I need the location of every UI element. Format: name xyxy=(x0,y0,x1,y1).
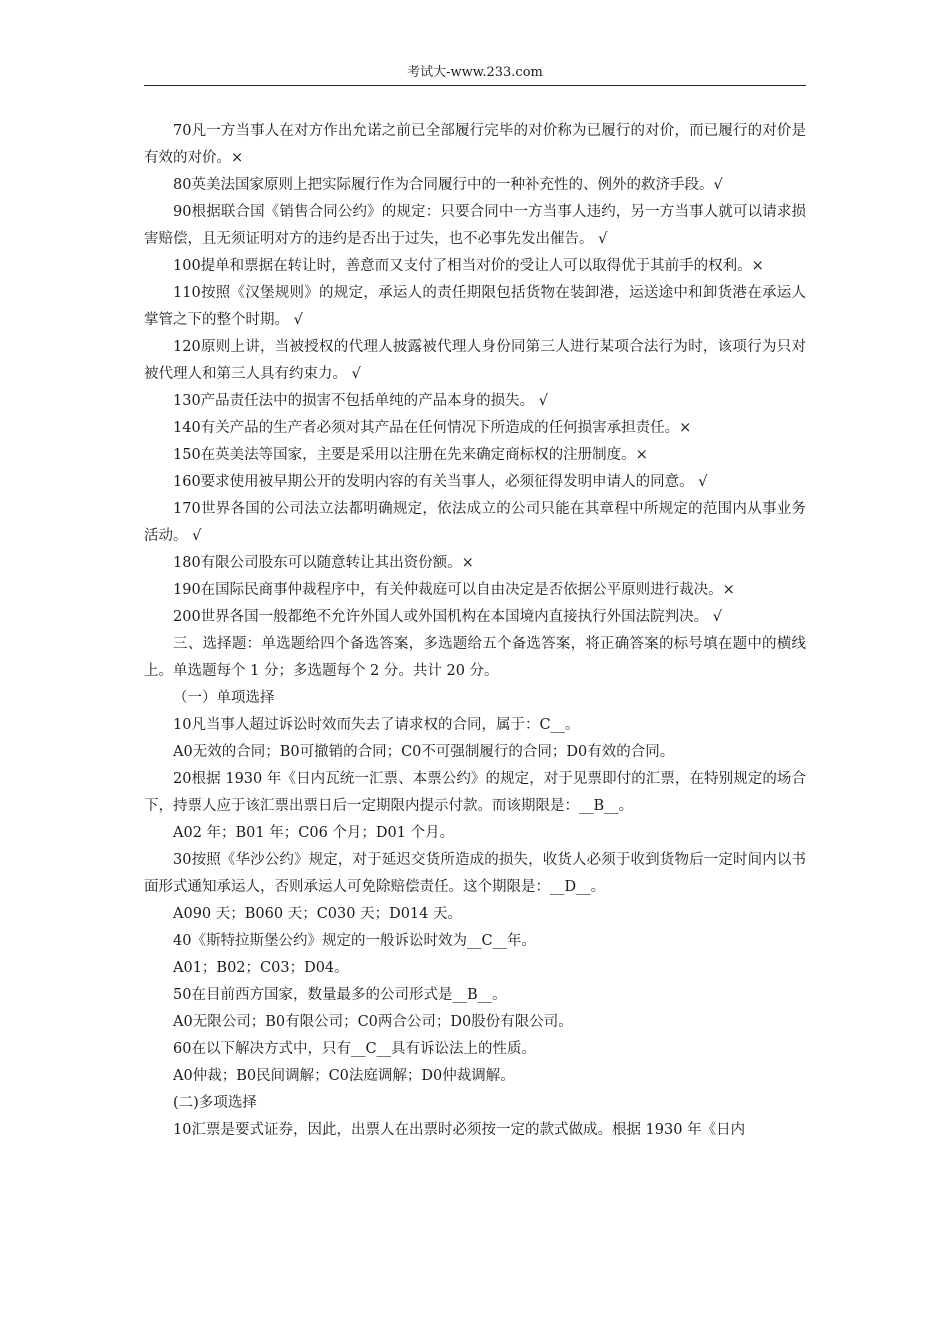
single-choice-q5-options: A0无限公司；B0有限公司；C0两合公司；D0股份有限公司。 xyxy=(173,1014,573,1030)
single-choice-q6-options: A0仲裁；B0民间调解；C0法庭调解；D0仲裁调解。 xyxy=(173,1068,515,1084)
single-choice-q1: 10凡当事人超过诉讼时效而失去了请求权的合同，属于：C__。 xyxy=(173,717,580,733)
header-divider xyxy=(144,85,806,86)
single-choice-q2-options: A02 年；B01 年；C06 个月；D01 个月。 xyxy=(173,825,455,841)
tf-item-8: 80英美法国家原则上把实际履行作为合同履行中的一种补充性的、例外的救济手段。√ xyxy=(173,177,723,193)
section-heading-choice: 三、选择题：单选题给四个备选答案，多选题给五个备选答案，将正确答案的标号填在题中的横线上。单选题每个 1 分；多选题每个 2 分。共计 20 分。 xyxy=(144,636,806,679)
tf-item-12: 120原则上讲，当被授权的代理人披露被代理人身份同第三人进行某项合法行为时，该项行为只对被代理人和第三人具有约束力。 √ xyxy=(144,339,806,382)
single-choice-q6: 60在以下解决方式中，只有__C__具有诉讼法上的性质。 xyxy=(173,1041,537,1057)
multiple-choice-q1: 10汇票是要式证券，因此，出票人在出票时必须按一定的款式做成。根据 1930 年《日内 xyxy=(173,1122,746,1138)
subsection-multiple-choice: (二)多项选择 xyxy=(173,1095,257,1111)
tf-item-18: 180有限公司股东可以随意转让其出资份额。× xyxy=(173,555,474,571)
tf-item-16: 160要求使用被早期公开的发明内容的有关当事人，必须征得发明申请人的同意。 √ xyxy=(173,474,708,490)
tf-item-15: 150在英美法等国家，主要是采用以注册在先来确定商标权的注册制度。× xyxy=(173,447,648,463)
single-choice-q2: 20根据 1930 年《日内瓦统一汇票、本票公约》的规定，对于见票即付的汇票，在特别规定的场合下，持票人应于该汇票出票日后一定期限内提示付款。而该期限是：__B__。 xyxy=(144,771,806,814)
single-choice-q3-options: A090 天；B060 天；C030 天；D014 天。 xyxy=(173,906,462,922)
tf-item-11: 110按照《汉堡规则》的规定，承运人的责任期限包括货物在装卸港，运送途中和卸货港在承运人掌管之下的整个时期。 √ xyxy=(144,285,806,328)
page-header xyxy=(144,64,806,82)
tf-item-7: 70凡一方当事人在对方作出允诺之前已全部履行完毕的对价称为已履行的对价，而已履行的对价是有效的对价。× xyxy=(144,123,806,166)
single-choice-q1-options: A0无效的合同；B0可撤销的合同；C0不可强制履行的合同；D0有效的合同。 xyxy=(173,744,675,760)
document-body xyxy=(144,118,806,1144)
tf-item-17: 170世界各国的公司法立法都明确规定，依法成立的公司只能在其章程中所规定的范围内从事业务活动。 √ xyxy=(144,501,806,544)
tf-item-19: 190在国际民商事仲裁程序中，有关仲裁庭可以自由决定是否依据公平原则进行裁决。× xyxy=(173,582,735,598)
tf-item-13: 130产品责任法中的损害不包括单纯的产品本身的损失。 √ xyxy=(173,393,549,409)
header-title: 考试大-www.233.com xyxy=(407,65,543,80)
tf-item-14: 140有关产品的生产者必须对其产品在任何情况下所造成的任何损害承担责任。× xyxy=(173,420,692,436)
single-choice-q3: 30按照《华沙公约》规定，对于延迟交货所造成的损失，收货人必须于收到货物后一定时间内以书面形式通知承运人，否则承运人可免除赔偿责任。这个期限是：__D__。 xyxy=(144,852,806,895)
single-choice-q4: 40《斯特拉斯堡公约》规定的一般诉讼时效为__C__年。 xyxy=(173,933,537,949)
subsection-single-choice: （一）单项选择 xyxy=(173,690,275,706)
tf-item-10: 100提单和票据在转让时，善意而又支付了相当对价的受让人可以取得优于其前手的权利。× xyxy=(173,258,764,274)
single-choice-q5: 50在目前西方国家，数量最多的公司形式是__B__。 xyxy=(173,987,507,1003)
tf-item-20: 200世界各国一般都绝不允许外国人或外国机构在本国境内直接执行外国法院判决。 √ xyxy=(173,609,723,625)
single-choice-q4-options: A01；B02；C03；D04。 xyxy=(173,960,349,976)
tf-item-9: 90根据联合国《销售合同公约》的规定：只要合同中一方当事人违约，另一方当事人就可以请求损害赔偿，且无须证明对方的违约是否出于过失，也不必事先发出催告。 √ xyxy=(144,204,806,247)
